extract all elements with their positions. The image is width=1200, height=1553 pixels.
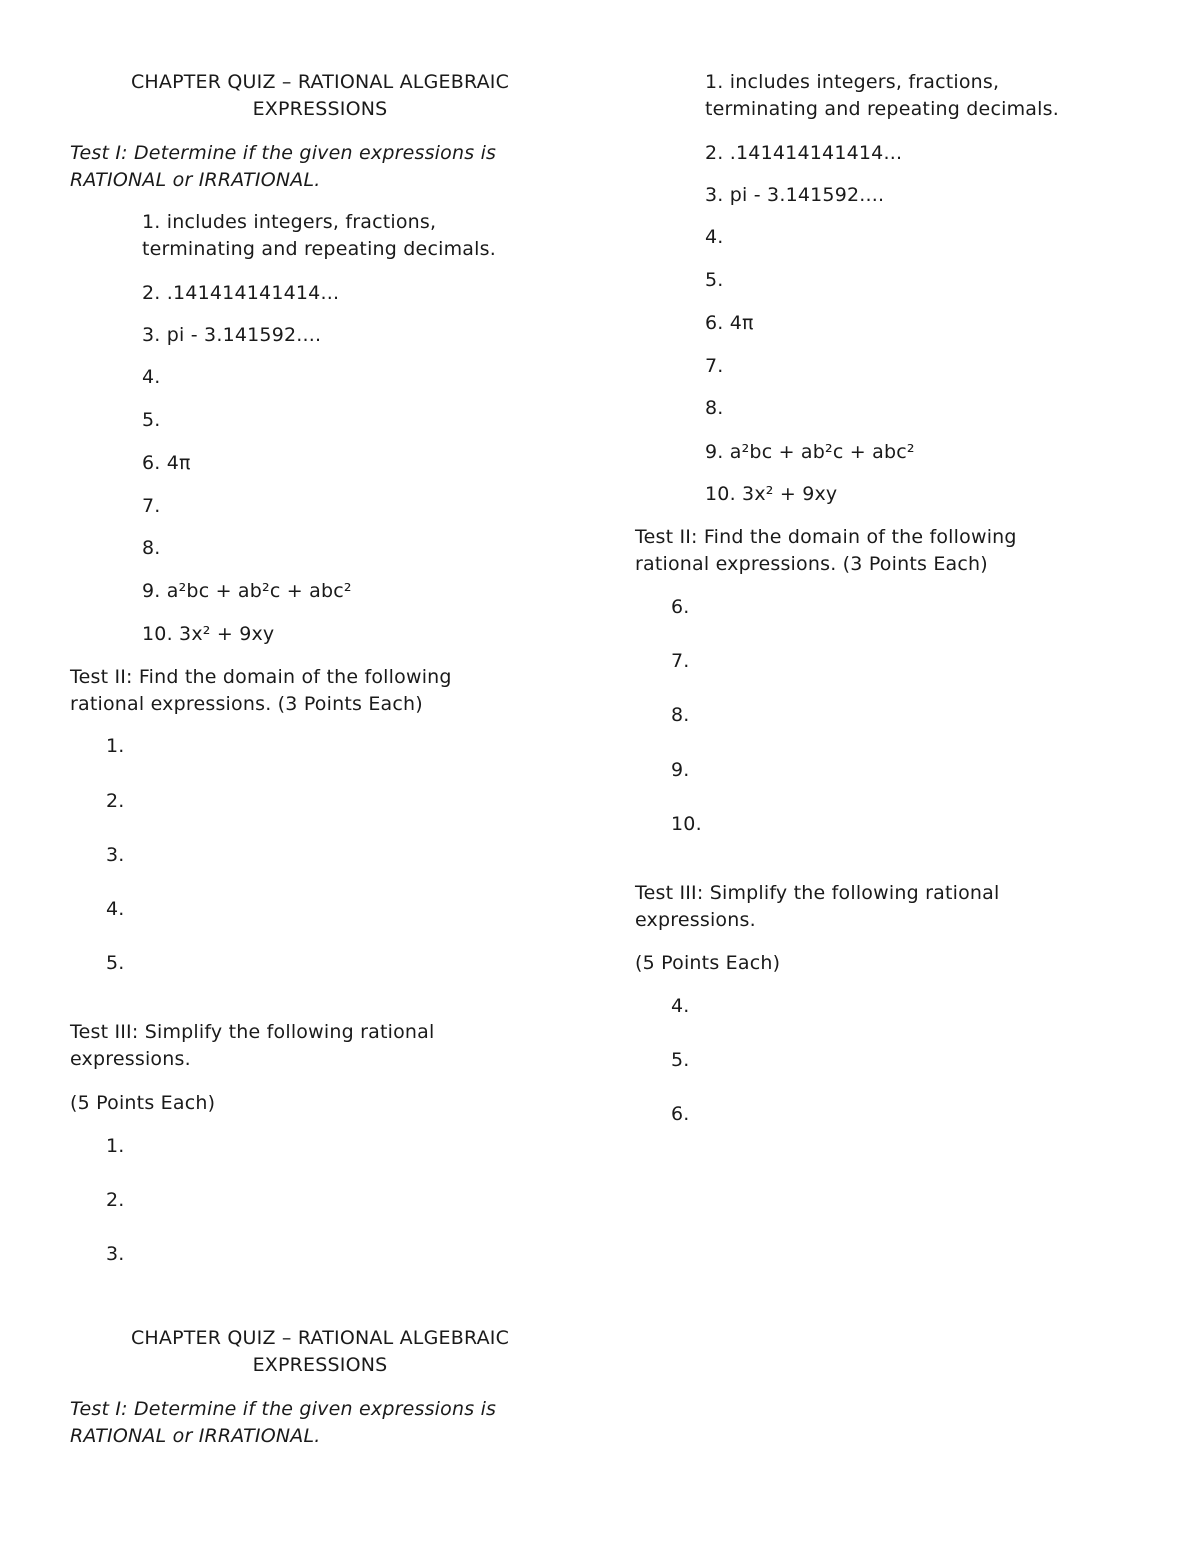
right-column xyxy=(635,0,1135,1553)
r-test1-item-1-cont: terminating and repeating decimals. xyxy=(705,98,1059,120)
test1-instruction-line2: RATIONAL or IRRATIONAL. xyxy=(70,169,321,191)
test1-item-3: 3. pi - 3.141592.... xyxy=(142,324,322,346)
r-test2-item-6: 6. xyxy=(671,596,690,618)
r-test1-item-1: 1. includes integers, fractions, xyxy=(705,71,1000,93)
test2-item-2: 2. xyxy=(106,790,125,812)
r-test2-instruction-line1: Test II: Find the domain of the following xyxy=(635,526,1017,548)
quiz-title-line2: EXPRESSIONS xyxy=(252,98,388,120)
test3-points: (5 Points Each) xyxy=(70,1092,216,1114)
test2-item-3: 3. xyxy=(106,844,125,866)
r-test3-instruction-line2: expressions. xyxy=(635,909,756,931)
r-test1-item-8: 8. xyxy=(705,397,724,419)
r-test1-item-5: 5. xyxy=(705,269,724,291)
test2-instruction-line2: rational expressions. (3 Points Each) xyxy=(70,693,423,715)
test1-item-6: 6. 4π xyxy=(142,452,191,474)
r-test3-item-5: 5. xyxy=(671,1049,690,1071)
quiz-title-repeat-line2: EXPRESSIONS xyxy=(252,1354,388,1376)
r-test2-item-8: 8. xyxy=(671,704,690,726)
test2-instruction-line1: Test II: Find the domain of the following xyxy=(70,666,452,688)
test1-repeat-instruction-line2: RATIONAL or IRRATIONAL. xyxy=(70,1425,321,1447)
test2-item-1: 1. xyxy=(106,735,125,757)
test1-item-9: 9. a²bc + ab²c + abc² xyxy=(142,580,352,602)
left-column xyxy=(70,0,570,1553)
test3-instruction-line1: Test III: Simplify the following rational xyxy=(70,1021,435,1043)
test3-item-1: 1. xyxy=(106,1135,125,1157)
r-test3-points: (5 Points Each) xyxy=(635,952,781,974)
r-test3-item-4: 4. xyxy=(671,995,690,1017)
test1-instruction-line1: Test I: Determine if the given expressions is xyxy=(70,142,497,164)
quiz-title xyxy=(70,69,570,123)
r-test1-item-10: 10. 3x² + 9xy xyxy=(705,483,838,505)
test2-item-4: 4. xyxy=(106,898,125,920)
test1-item-1: 1. includes integers, fractions, xyxy=(142,211,437,233)
test1-item-7: 7. xyxy=(142,495,161,517)
r-test1-item-7: 7. xyxy=(705,355,724,377)
r-test1-item-6: 6. 4π xyxy=(705,312,754,334)
quiz-title-repeat-line1: CHAPTER QUIZ – RATIONAL ALGEBRAIC xyxy=(130,1327,510,1349)
test1-item-8: 8. xyxy=(142,537,161,559)
test1-item-1-cont: terminating and repeating decimals. xyxy=(142,238,496,260)
quiz-title-repeat xyxy=(70,1325,570,1379)
r-test3-item-6: 6. xyxy=(671,1103,690,1125)
test1-item-10: 10. 3x² + 9xy xyxy=(142,623,275,645)
r-test2-instruction-line2: rational expressions. (3 Points Each) xyxy=(635,553,988,575)
test1-item-4: 4. xyxy=(142,366,161,388)
test3-instruction-line2: expressions. xyxy=(70,1048,191,1070)
test1-item-5: 5. xyxy=(142,409,161,431)
test3-item-2: 2. xyxy=(106,1189,125,1211)
r-test2-item-9: 9. xyxy=(671,759,690,781)
r-test2-item-10: 10. xyxy=(671,813,702,835)
r-test3-instruction-line1: Test III: Simplify the following rational xyxy=(635,882,1000,904)
test3-item-3: 3. xyxy=(106,1243,125,1265)
r-test1-item-4: 4. xyxy=(705,226,724,248)
test2-item-5: 5. xyxy=(106,952,125,974)
r-test1-item-3: 3. pi - 3.141592.... xyxy=(705,184,885,206)
test1-repeat-instruction-line1: Test I: Determine if the given expressions is xyxy=(70,1398,497,1420)
test1-item-2: 2. .141414141414... xyxy=(142,282,340,304)
r-test2-item-7: 7. xyxy=(671,650,690,672)
quiz-title-line1: CHAPTER QUIZ – RATIONAL ALGEBRAIC xyxy=(130,71,510,93)
r-test1-item-9: 9. a²bc + ab²c + abc² xyxy=(705,441,915,463)
r-test1-item-2: 2. .141414141414... xyxy=(705,142,903,164)
